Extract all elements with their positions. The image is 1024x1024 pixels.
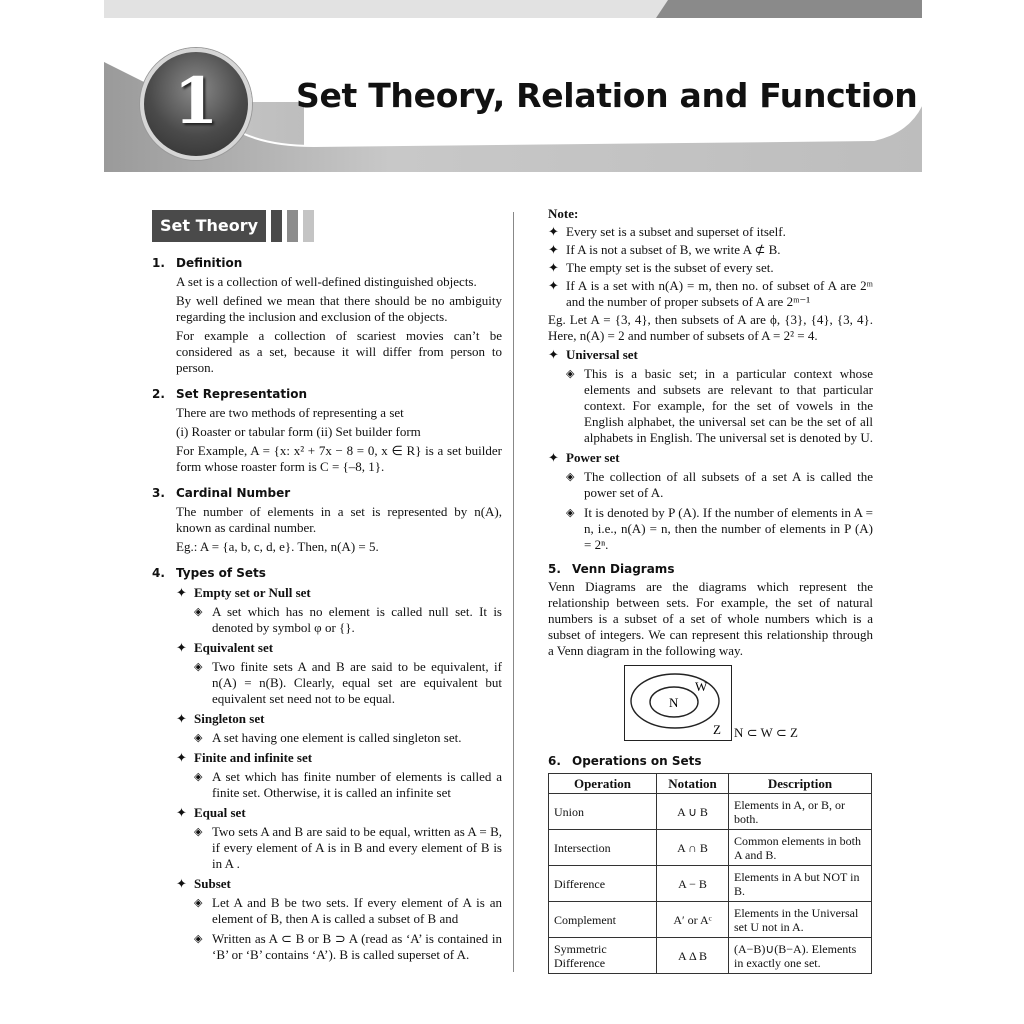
diamond-bullet-icon: ◈	[194, 606, 203, 618]
cardinal-section	[152, 485, 502, 555]
subtopic-title: ✦ Power set	[548, 450, 620, 465]
table-header-cell: Description	[729, 774, 872, 794]
table-row	[549, 830, 872, 866]
table-cell: Elements in the Universal set U not in A.	[729, 902, 872, 938]
star-bullet-icon: ✦	[548, 260, 559, 275]
subtopic-bullet: ◈ It is denoted by P (A). If the number of elements in A = n, i.e., n(A) = n, then the number of elements in P (A) = 2ⁿ.	[566, 505, 873, 552]
venn-ellipses	[625, 666, 730, 739]
note-item: ✦ The empty set is the subset of every set.	[548, 260, 774, 275]
star-bullet-icon: ✦	[176, 640, 187, 655]
diamond-bullet-icon: ◈	[194, 826, 203, 838]
venn-section	[548, 561, 873, 577]
diamond-bullet-icon: ◈	[566, 368, 575, 380]
subtopic-title: ✦ Universal set	[548, 347, 638, 362]
subtopic-title: ✦ Equal set	[176, 805, 246, 820]
header-top-band-accent	[656, 0, 922, 18]
diamond-bullet-icon: ◈	[194, 933, 203, 945]
left-column	[152, 210, 502, 967]
subtopic-title: ✦ Singleton set	[176, 711, 265, 726]
star-bullet-icon: ✦	[176, 711, 187, 726]
star-bullet-icon: ✦	[548, 278, 559, 293]
star-bullet-icon: ✦	[548, 242, 559, 257]
paragraph: The number of elements in a set is represented by n(A), known as cardinal number.	[176, 504, 502, 535]
subtopic-bullet: ◈ Two finite sets A and B are said to be equivalent, if n(A) = n(B). Clearly, equal set are equivalent but equivalent set need not to be equal.	[194, 659, 502, 706]
diamond-bullet-icon: ◈	[566, 471, 575, 483]
paragraph: For example a collection of scariest movies can’t be considered as a set, because it will differ from person to person.	[176, 328, 502, 375]
paragraph: A set is a collection of well-defined distinguished objects.	[176, 274, 477, 289]
section-tag-label: Set Theory	[152, 210, 266, 242]
section-heading: 3. Cardinal Number	[152, 486, 291, 500]
subtopic-bullet: ◈ A set which has no element is called null set. It is denoted by symbol φ or {}.	[194, 604, 502, 635]
note-item: ✦ If A is not a subset of B, we write A ⊄ B.	[548, 242, 781, 257]
venn-label-w: W	[695, 679, 708, 694]
table-cell: Complement	[549, 902, 657, 938]
table-cell: Elements in A but NOT in B.	[729, 866, 872, 902]
subtopic-bullet: ◈ Written as A ⊂ B or B ⊃ A (read as ‘A’ is contained in ‘B’ or ‘B’ contains ‘A’). B is called superset of A.	[194, 931, 502, 962]
section-heading: 4. Types of Sets	[152, 566, 266, 580]
table-cell: A ∪ B	[657, 794, 729, 830]
star-bullet-icon: ✦	[176, 585, 187, 600]
subtopic-bullet: ◈ A set which has finite number of elements is called a finite set. Otherwise, it is called an infinite set	[194, 769, 502, 800]
subtopic-title: ✦ Equivalent set	[176, 640, 274, 655]
table-cell: Common elements in both A and B.	[729, 830, 872, 866]
chapter-number-badge	[140, 48, 252, 160]
note-item: ✦ Every set is a subset and superset of itself.	[548, 224, 786, 239]
diamond-bullet-icon: ◈	[194, 771, 203, 783]
example-paragraph: Eg. Let A = {3, 4}, then subsets of A are ϕ, {3}, {4}, {3, 4}. Here, n(A) = 2 and number of subsets of A = 2² = 4.	[548, 312, 873, 343]
star-bullet-icon: ✦	[548, 450, 559, 465]
subtopic-title: ✦ Empty set or Null set	[176, 585, 311, 600]
star-bullet-icon: ✦	[176, 876, 187, 891]
section-heading: 6. Operations on Sets	[548, 754, 702, 768]
table-cell: A′ or Aᶜ	[657, 902, 729, 938]
types-section	[152, 565, 502, 963]
star-bullet-icon: ✦	[548, 224, 559, 239]
paragraph: By well defined we mean that there should be no ambiguity regarding the inclusion and exclusion of the objects.	[176, 293, 502, 324]
section-tag	[152, 210, 502, 242]
table-header-row	[549, 774, 872, 794]
subtopic-bullet: ◈ Two sets A and B are said to be equal, written as A = B, if every element of A is in B and every element of B is in A .	[194, 824, 502, 871]
venn-universal-box	[624, 665, 732, 741]
subtopic-title: ✦ Subset	[176, 876, 231, 891]
section-tag-bar-light	[303, 210, 314, 242]
table-header-cell: Notation	[657, 774, 729, 794]
table-cell: (A−B)∪(B−A). Elements in exactly one set.	[729, 938, 872, 974]
star-bullet-icon: ✦	[176, 805, 187, 820]
note-item: ✦ If A is a set with n(A) = m, then no. of subset of A are 2ᵐ and the number of proper subsets of A are 2ᵐ⁻¹	[548, 278, 873, 309]
subtopic-title: ✦ Finite and infinite set	[176, 750, 313, 765]
section-tag-bar-dark	[271, 210, 282, 242]
representation-section	[152, 386, 502, 475]
table-cell: Symmetric Difference	[549, 938, 657, 974]
operations-section	[548, 753, 873, 769]
section-heading: 5. Venn Diagrams	[548, 562, 675, 576]
venn-label-z: Z	[713, 722, 721, 737]
subtopic-bullet: ◈ Let A and B be two sets. If every element of A is an element of B, then A is called a subset of B and	[194, 895, 502, 926]
star-bullet-icon: ✦	[548, 347, 559, 362]
definition-section	[152, 255, 502, 376]
right-column	[548, 206, 873, 974]
table-row	[549, 938, 872, 974]
star-bullet-icon: ✦	[176, 750, 187, 765]
paragraph: (i) Roaster or tabular form (ii) Set builder form	[176, 424, 421, 439]
venn-paragraph: Venn Diagrams are the diagrams which represent the relationship between sets. For example, the set of natural numbers is a subset of a set of whole numbers which is a subset of integers. We can represent this relationship through a Venn diagram in the following way.	[548, 579, 873, 658]
table-cell: A ∩ B	[657, 830, 729, 866]
operations-table	[548, 773, 872, 974]
subtopic-bullet: ◈ This is a basic set; in a particular context whose elements and subsets are relevant to that particular context. For example, for the set of vowels in the English alphabet, the universal set can be the set of all alphabets in English. The universal set is denoted by U.	[566, 366, 873, 445]
column-divider	[513, 212, 514, 972]
table-cell: Union	[549, 794, 657, 830]
table-row	[549, 794, 872, 830]
paragraph: Eg.: A = {a, b, c, d, e}. Then, n(A) = 5.	[176, 539, 379, 554]
section-tag-bar-mid	[287, 210, 298, 242]
chapter-number: 1	[173, 64, 219, 139]
section-heading: 1. Definition	[152, 256, 243, 270]
table-cell: A − B	[657, 866, 729, 902]
note-label: Note:	[548, 206, 579, 221]
subtopic-bullet: ◈ The collection of all subsets of a set A is called the power set of A.	[566, 469, 873, 500]
table-cell: A Δ B	[657, 938, 729, 974]
diamond-bullet-icon: ◈	[566, 507, 575, 519]
table-cell: Intersection	[549, 830, 657, 866]
venn-diagram	[548, 665, 873, 747]
table-cell: Difference	[549, 866, 657, 902]
venn-label-n: N	[669, 695, 679, 710]
subtopic-bullet: ◈ A set having one element is called singleton set.	[194, 730, 462, 745]
table-row	[549, 902, 872, 938]
venn-relation: N ⊂ W ⊂ Z	[734, 725, 798, 740]
table-cell: Elements in A, or B, or both.	[729, 794, 872, 830]
table-header-cell: Operation	[549, 774, 657, 794]
diamond-bullet-icon: ◈	[194, 661, 203, 673]
table-row	[549, 866, 872, 902]
section-heading: 2. Set Representation	[152, 387, 308, 401]
paragraph: There are two methods of representing a set	[176, 405, 404, 420]
chapter-title: Set Theory, Relation and Function	[296, 76, 918, 115]
diamond-bullet-icon: ◈	[194, 732, 203, 744]
paragraph: For Example, A = {x: x² + 7x − 8 = 0, x ∈ R} is a set builder form whose roaster form is C = {–8, 1}.	[176, 443, 502, 474]
diamond-bullet-icon: ◈	[194, 897, 203, 909]
